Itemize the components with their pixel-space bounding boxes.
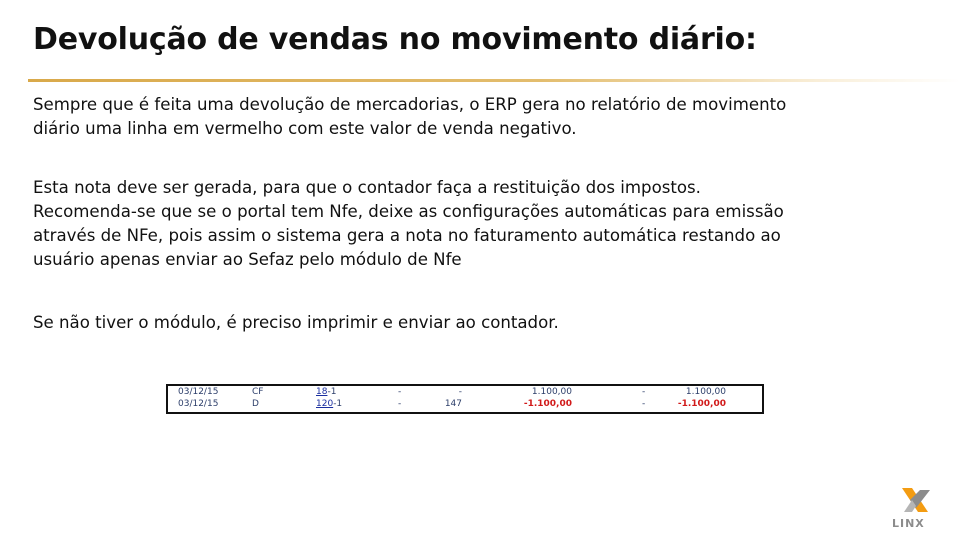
linx-logo bbox=[890, 486, 940, 530]
row-empty-field: - bbox=[642, 399, 646, 409]
paragraph-line: Se não tiver o módulo, é preciso imprimir e enviar ao contador. bbox=[33, 313, 559, 332]
table-row bbox=[168, 399, 762, 410]
row-empty-field: - bbox=[398, 399, 402, 409]
row-total: 1.100,00 bbox=[685, 387, 726, 397]
document-suffix: -1 bbox=[333, 399, 343, 409]
paragraph-line: diário uma linha em vermelho com este valor de venda negativo. bbox=[33, 119, 577, 138]
linx-logo-icon bbox=[890, 486, 940, 530]
title-underline-divider bbox=[28, 79, 960, 82]
paragraph-line: através de NFe, pois assim o sistema gera a nota no faturamento automática restando ao bbox=[33, 226, 781, 245]
row-document bbox=[316, 399, 342, 409]
logo-wordmark: LINX bbox=[892, 517, 925, 530]
page-title: Devolução de vendas no movimento diário: bbox=[33, 22, 757, 57]
row-document bbox=[316, 387, 336, 397]
row-value-negative: -1.100,00 bbox=[523, 399, 572, 409]
paragraph-line: usuário apenas enviar ao Sefaz pelo módulo de Nfe bbox=[33, 250, 462, 269]
report-screenshot-table bbox=[166, 384, 764, 414]
paragraph-nota-recommendation bbox=[33, 176, 853, 272]
row-value: 1.100,00 bbox=[531, 387, 572, 397]
table-row bbox=[168, 387, 762, 398]
row-code: CF bbox=[252, 387, 264, 397]
row-empty-field: - bbox=[642, 387, 646, 397]
document-suffix: -1 bbox=[327, 387, 337, 397]
document-link[interactable]: 120 bbox=[316, 399, 334, 409]
paragraph-line: Esta nota deve ser gerada, para que o contador faça a restituição dos impostos. bbox=[33, 178, 701, 197]
row-date: 03/12/15 bbox=[178, 387, 219, 397]
row-quantity: - bbox=[458, 387, 462, 397]
row-total-negative: -1.100,00 bbox=[677, 399, 726, 409]
paragraph-no-module bbox=[33, 311, 853, 335]
row-quantity: 147 bbox=[444, 399, 462, 409]
row-code: D bbox=[252, 399, 259, 409]
paragraph-line: Sempre que é feita uma devolução de mercadorias, o ERP gera no relatório de movimento bbox=[33, 95, 787, 114]
document-link[interactable]: 18 bbox=[316, 387, 328, 397]
paragraph-line: Recomenda-se que se o portal tem Nfe, deixe as configurações automáticas para emissão bbox=[33, 202, 784, 221]
row-empty-field: - bbox=[398, 387, 402, 397]
row-date: 03/12/15 bbox=[178, 399, 219, 409]
paragraph-devolucao-explanation bbox=[33, 93, 853, 141]
